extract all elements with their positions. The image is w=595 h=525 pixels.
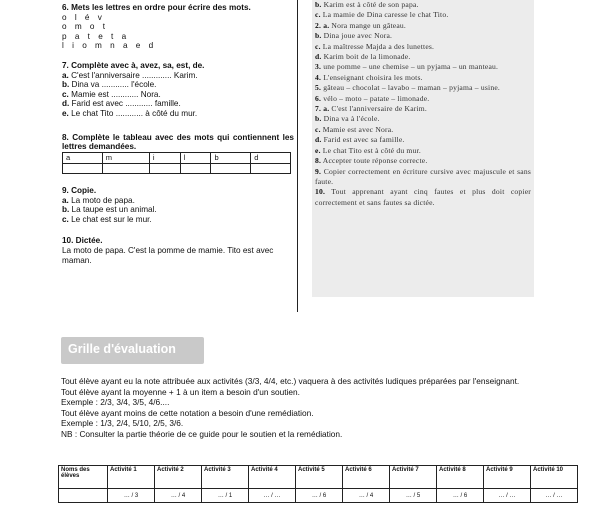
answers-panel [312,0,534,297]
score-cell: … / … [249,489,296,503]
exercise-item: c. Le chat est sur le mur. [62,214,152,224]
answer-line: e. Le chat Tito est à côté du mur. [315,145,421,155]
letter-cell: m [102,153,149,164]
grille-title: Grille d'évaluation [68,342,176,356]
answer-line: c. Mamie est avec Nora. [315,124,394,134]
letter-cell: b [211,153,251,164]
section-10-title: 10. Dictée. [62,236,103,246]
column-header: Activité 6 [343,466,390,489]
empty-cell [211,163,251,173]
answer-line: 5. gâteau – chocolat – lavabo – maman – pyjama – usine. [315,83,500,93]
answer-line: 2. a. Nora mange un gâteau. [315,20,407,30]
column-header: Activité 9 [484,466,531,489]
eval-paragraph: Tout élève ayant eu la note attribuée aux activités (3/3, 4/4, etc.) vaquera à des activités ludiques préparées par l'enseignant. [61,376,520,386]
exercise-item: a. C'est l'anniversaire ............. Karim. [62,70,198,80]
answer-line: 3. une pomme – une chemise – un pyjama – un manteau. [315,62,499,72]
column-divider [297,0,298,312]
evaluation-text [61,376,535,440]
column-header: Activité 1 [108,466,155,489]
section-7 [62,61,294,119]
exercise-item: a. La moto de papa. [62,195,135,205]
column-header: Noms des élèves [59,466,108,489]
left-column [62,0,294,265]
section-7-title: 7. Complète avec à, avez, sa, est, de. [62,60,205,70]
scrambled-word: o m o t [62,22,109,32]
answer-line: d. Karim boit de la limonade. [315,52,411,62]
answers-list [312,0,534,208]
letter-cell: a [63,153,103,164]
eval-paragraph: Exemple : 2/3, 3/4, 3/5, 4/6.... [61,397,170,408]
column-header: Activité 8 [437,466,484,489]
letter-cell: d [251,153,291,164]
empty-cell [102,163,149,173]
section-10 [62,236,294,265]
section-9-title: 9. Copie. [62,185,97,195]
score-cell: … / 1 [202,489,249,503]
exercise-item: c. Mamie est ............ Nora. [62,89,161,99]
answer-line: b. Dina joue avec Nora. [315,31,393,41]
eval-paragraph: Exemple : 1/3, 2/4, 5/10, 2/5, 3/6. [61,418,184,429]
empty-cell [149,163,180,173]
letter-cell: i [149,153,180,164]
score-cell: … / 6 [296,489,343,503]
score-cell: … / 4 [343,489,390,503]
eval-paragraph: Tout élève ayant la moyenne + 1 à un item a besoin d'un soutien. [61,386,300,397]
table-row [59,489,578,503]
score-cell: … / 3 [108,489,155,503]
answer-line: d. Farid est avec sa famille. [315,135,405,145]
exercise-item: b. La taupe est un animal. [62,205,157,215]
section-9 [62,186,294,224]
column-header: Activité 2 [155,466,202,489]
answer-line: 9. Copier correctement en écriture cursive avec majuscule et sans faute. [315,166,531,186]
scrambled-word: p a t e t a [62,31,130,41]
grille-header [61,337,204,364]
answer-line: 6. vélo – moto – patate – limonade. [315,93,430,103]
column-header: Activité 7 [390,466,437,489]
answer-line: c. La maîtresse Majda a des lunettes. [315,41,435,51]
eval-paragraph: Tout élève ayant moins de cette notation a besoin d'une remédiation. [61,407,314,418]
letters-table [62,152,291,174]
section-6 [62,3,294,51]
answer-line: 8. Accepter toute réponse correcte. [315,156,428,166]
score-cell: … / … [484,489,531,503]
dictation-text: La moto de papa. C'est la pomme de mamie. Tito est avec maman. [62,245,274,265]
answer-line: c. La mamie de Dina caresse le chat Tito. [315,10,449,20]
scrambled-word: o l é v [62,12,105,22]
section-6-title: 6. Mets les lettres en ordre pour écrire des mots. [62,3,251,12]
empty-cell [180,163,211,173]
exercise-item: e. Le chat Tito ............ à côté du mur. [62,108,198,118]
empty-cell [63,163,103,173]
score-cell: … / 4 [155,489,202,503]
exercise-item: d. Farid est avec ............ famille. [62,99,181,109]
score-cell: … / 6 [437,489,484,503]
answer-line: b. Karim est à côté de son papa. [315,0,419,9]
section-8 [62,133,294,174]
evaluation-table [58,465,578,503]
eval-paragraph: NB : Consulter la partie théorie de ce guide pour le soutien et la remédiation. [61,428,343,439]
scrambled-word: l i o m n a e d [62,41,157,51]
empty-cell [251,163,291,173]
section-8-title: 8. Complète le tableau avec des mots qui contiennent les lettres demandées. [62,132,294,151]
answer-line: 7. a. C'est l'anniversaire de Karim. [315,104,428,114]
score-cell: … / … [531,489,578,503]
answer-line: 4. L'enseignant choisira les mots. [315,72,423,82]
column-header: Activité 4 [249,466,296,489]
score-cell [59,489,108,503]
column-header: Activité 5 [296,466,343,489]
letter-cell: l [180,153,211,164]
exercise-item: b. Dina va ............ l'école. [62,80,157,90]
column-header: Activité 10 [531,466,578,489]
answer-line: 10. Tout apprenant ayant cinq fautes et plus doit copier correctement et sans fautes sa dictée. [315,187,531,207]
score-cell: … / 5 [390,489,437,503]
answer-line: b. Dina va à l'école. [315,114,380,124]
column-header: Activité 3 [202,466,249,489]
table-header-row [59,466,578,489]
